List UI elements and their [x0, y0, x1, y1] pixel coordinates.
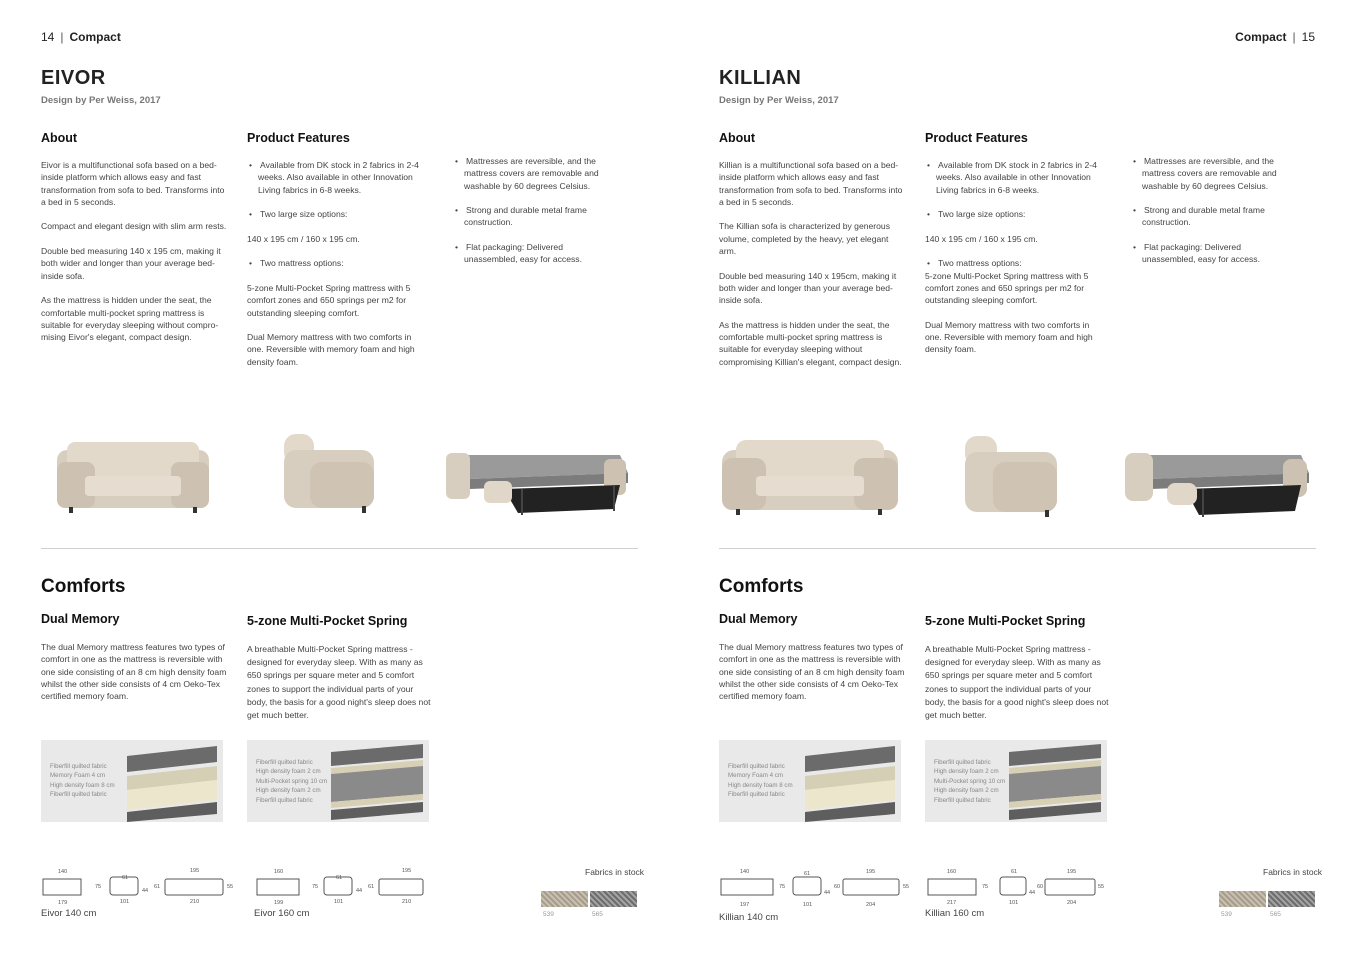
feature-item: • Flat packaging: Delivered unassembled, easy for access. — [453, 241, 605, 266]
layer-label: Memory Foam 4 cm — [50, 772, 106, 780]
dim-label: 101 — [120, 899, 130, 905]
dual-memory-stack-icon — [805, 742, 895, 822]
dual-memory-heading: Dual Memory — [719, 612, 798, 626]
dim-label: 60 — [1037, 884, 1044, 890]
feature-item: • Mattresses are reversible, and the mattress covers are removable and washable by 60 degrees Celsius. — [453, 155, 605, 192]
dim-label: 44 — [1029, 890, 1036, 896]
dim-label: 101 — [803, 902, 813, 908]
features-col-2 — [453, 155, 605, 278]
layer-label: Fiberfill quilted fabric — [728, 791, 785, 799]
features-col-1 — [247, 159, 429, 380]
features-col-2 — [1131, 155, 1283, 278]
about-para: Double bed measuring 140 x 195 cm, making it both wider and longer than your average bed-inside sofa. — [41, 246, 221, 281]
dim-label: 160 — [274, 869, 284, 875]
feature-item: Dual Memory mattress with two comforts in one. Reversible with memory foam and high density foam. — [925, 319, 1093, 355]
designer-byline: Design by Per Weiss, 2017 — [41, 95, 161, 106]
layer-labels — [934, 758, 1005, 805]
dim-label: 101 — [334, 899, 344, 905]
about-para: The Killian sofa is characterized by generous volume, completed by the heavy, yet elegant arm. — [719, 221, 891, 257]
dual-memory-text — [41, 641, 227, 715]
layer-label: Memory Foam 4 cm — [728, 772, 784, 780]
fabric-code: 565 — [592, 911, 603, 918]
comforts-heading: Comforts — [719, 576, 804, 597]
dim-label: 61 — [154, 884, 161, 890]
about-para: Eivor is a multifunctional sofa based on a bed-inside platform which allows easy and fast transformation from sofa to bed. Transforms into a bed in 5 seconds. — [41, 160, 225, 207]
feature-item: • Strong and durable metal frame construction. — [1131, 204, 1283, 229]
dim-label: 55 — [1098, 884, 1105, 890]
dim-label: 61 — [336, 875, 343, 881]
feature-item: • Available from DK stock in 2 fabrics in 2-4 weeks. Also available in other Innovation Living fabrics in 6-8 weeks. — [247, 159, 429, 196]
sofa-front-image — [55, 440, 211, 516]
dimension-drawing-a — [40, 866, 235, 908]
dimension-drawing-b — [254, 866, 434, 908]
dimension-caption-b: Eivor 160 cm — [254, 908, 310, 919]
dim-label: 61 — [122, 875, 129, 881]
layer-label: Multi-Pocket spring 10 cm — [934, 777, 1006, 785]
dim-label: 195 — [402, 868, 412, 874]
spring-layers-image — [925, 740, 1107, 822]
dim-label: 204 — [1067, 900, 1077, 906]
comforts-heading: Comforts — [41, 576, 126, 597]
dual-memory-layers-image — [41, 740, 223, 822]
section-name: Compact — [69, 30, 121, 44]
dim-label: 197 — [740, 902, 750, 908]
dim-label: 44 — [356, 888, 363, 894]
dim-label: 55 — [227, 884, 234, 890]
layer-labels — [50, 762, 115, 800]
fabrics-label: Fabrics in stock — [1263, 867, 1323, 877]
layer-label: Fiberfill quilted fabric — [50, 791, 107, 799]
spring-stack-icon — [331, 742, 423, 822]
feature-item: • Mattresses are reversible, and the mattress covers are removable and washable by 60 degrees Celsius. — [1131, 155, 1283, 192]
section-name: Compact — [1235, 30, 1287, 44]
feature-item: 5-zone Multi-Pocket Spring mattress with 5 comfort zones and 650 springs per m2 for outstanding sleeping comfort. — [925, 270, 1089, 306]
feature-item: • Flat packaging: Delivered unassembled, easy for access. — [1131, 241, 1283, 266]
running-header: 14 | Compact — [41, 30, 121, 44]
feature-item: • Two mattress options: — [925, 257, 1107, 269]
dim-label: 61 — [1011, 869, 1018, 875]
dimension-caption-a: Eivor 140 cm — [41, 908, 97, 919]
layer-label: High density foam 8 cm — [728, 781, 793, 789]
dim-label: 55 — [903, 884, 910, 890]
dim-label: 44 — [142, 888, 149, 894]
dimension-drawing-b — [925, 866, 1107, 910]
section-divider — [719, 548, 1316, 549]
fabrics-label: Fabrics in stock — [585, 867, 645, 877]
dim-label: 140 — [58, 869, 68, 875]
dim-label: 44 — [824, 890, 831, 896]
spring-text — [925, 643, 1109, 735]
dim-label: 179 — [58, 900, 68, 906]
layer-label: Fiberfill quilted fabric — [50, 763, 107, 770]
fabric-code: 565 — [1270, 911, 1281, 918]
sofa-bed-image — [1123, 449, 1311, 521]
dim-label: 60 — [834, 884, 841, 890]
layer-label: Fiberfill quilted fabric — [728, 763, 785, 770]
dim-label: 140 — [740, 869, 750, 875]
spring-layers-image — [247, 740, 429, 822]
product-title: EIVOR — [41, 67, 106, 89]
dual-memory-stack-icon — [127, 742, 217, 822]
fabric-code: 539 — [543, 911, 554, 918]
dual-memory-heading: Dual Memory — [41, 612, 120, 626]
about-para: As the mattress is hidden under the seat, the comfortable multi-pocket spring mattress is suitable for everyday sleeping without compro-mising Eivor's elegant, compact design. — [41, 295, 219, 343]
dim-label: 210 — [190, 899, 200, 905]
fabric-swatch-539 — [541, 891, 588, 907]
running-header: Compact | 15 — [1235, 30, 1315, 44]
dim-label: 61 — [368, 884, 375, 890]
dim-label: 160 — [947, 869, 957, 875]
dim-label: 195 — [190, 868, 200, 874]
dim-label: 199 — [274, 900, 284, 906]
sofa-front-image — [720, 438, 900, 518]
dim-label: 217 — [947, 900, 957, 906]
dimension-caption-b: Killian 160 cm — [925, 908, 985, 919]
dimension-drawing-a — [718, 866, 913, 910]
dim-label: 75 — [95, 884, 102, 890]
spring-heading: 5-zone Multi-Pocket Spring — [925, 614, 1086, 628]
feature-item: • Two large size options: — [925, 208, 1107, 220]
spring-para: A breathable Multi-Pocket Spring mattress - designed for everyday sleep. With as many as 650 springs per square meter and 5 comfort zones to support the individual parts of your body, the basis for a good night's sleep does not get much better. — [247, 644, 431, 721]
about-para: Compact and elegant design with slim arm rests. — [41, 221, 227, 232]
spring-stack-icon — [1009, 742, 1101, 822]
dual-memory-para: The dual Memory mattress features two types of comfort in one as the mattress is reversible with one side consisting of an 8 cm high density foam whilst the other side consists of 4 cm Oeko-Tex certified memory foam. — [719, 642, 905, 702]
section-divider — [41, 548, 638, 549]
layer-label: Fiberfill quilted fabric — [934, 796, 991, 804]
dim-label: 75 — [779, 884, 786, 890]
features-col-1 — [925, 159, 1107, 368]
about-para: Killian is a multifunctional sofa based on a bed-inside platform which allows easy and fast transformation from sofa to bed. Transforms into a bed in 5 seconds. — [719, 160, 903, 207]
dual-memory-para: The dual Memory mattress features two types of comfort in one as the mattress is reversible with one side consisting of an 8 cm high density foam whilst the other side consists of 4 cm Oeko-Tex certified memory foam. — [41, 642, 227, 702]
dual-memory-text — [719, 641, 905, 715]
dim-label: 210 — [402, 899, 412, 905]
feature-item: Dual Memory mattress with two comforts in one. Reversible with memory foam and high density foam. — [247, 332, 415, 367]
dim-label: 75 — [312, 884, 319, 890]
layer-label: Fiberfill quilted fabric — [934, 759, 991, 766]
product-title: KILLIAN — [719, 67, 802, 89]
sofa-side-image — [963, 434, 1059, 518]
dim-label: 61 — [804, 871, 811, 877]
about-text — [719, 159, 905, 380]
feature-item: • Two large size options: — [247, 208, 429, 220]
layer-label: High density foam 8 cm — [50, 781, 115, 789]
page-number: 15 — [1301, 30, 1315, 44]
fabric-swatch-565 — [590, 891, 637, 907]
dim-label: 75 — [982, 884, 989, 890]
dim-label: 195 — [866, 869, 876, 875]
feature-item: 5-zone Multi-Pocket Spring mattress with 5 comfort zones and 650 springs per m2 for outstanding sleeping comfort. — [247, 282, 411, 318]
dimension-caption-a: Killian 140 cm — [719, 912, 779, 923]
features-heading: Product Features — [925, 131, 1028, 145]
sofa-bed-image — [444, 449, 630, 519]
layer-labels — [256, 758, 327, 805]
dim-label: 101 — [1009, 900, 1019, 906]
fabric-code: 539 — [1221, 911, 1232, 918]
feature-item: • Available from DK stock in 2 fabrics in 2-4 weeks. Also available in other Innovation Living fabrics in 6-8 weeks. — [925, 159, 1107, 196]
dim-label: 204 — [866, 902, 876, 908]
features-heading: Product Features — [247, 131, 350, 145]
sofa-side-image — [282, 432, 376, 514]
about-heading: About — [719, 131, 756, 145]
spring-text — [247, 643, 431, 735]
layer-label: Multi-Pocket spring 10 cm — [256, 777, 328, 785]
layer-label: High density foam 2 cm — [256, 768, 321, 776]
layer-label: Fiberfill quilted fabric — [256, 759, 313, 766]
feature-item: 140 x 195 cm / 160 x 195 cm. — [925, 233, 1038, 244]
about-para: Double bed measuring 140 x 195cm, making it both wider and longer than your average bed-inside sofa. — [719, 270, 897, 306]
page-right — [678, 0, 1356, 959]
spring-para: A breathable Multi-Pocket Spring mattress - designed for everyday sleep. With as many as 650 springs per square meter and 5 comfort zones to support the individual parts of your body, the basis for a good night's sleep does not get much better. — [925, 644, 1109, 721]
feature-item: • Strong and durable metal frame construction. — [453, 204, 605, 229]
page-number: 14 — [41, 30, 55, 44]
about-heading: About — [41, 131, 78, 145]
about-para: As the mattress is hidden under the seat, the comfortable multi-pocket spring mattress is suitable for everyday sleeping without compromising Killian's elegant, compact design. — [719, 319, 902, 367]
layer-label: High density foam 2 cm — [256, 787, 321, 795]
fabric-swatch-565 — [1268, 891, 1315, 907]
layer-label: High density foam 2 cm — [934, 768, 999, 776]
feature-item: 140 x 195 cm / 160 x 195 cm. — [247, 233, 360, 244]
layer-label: Fiberfill quilted fabric — [256, 796, 313, 804]
layer-label: High density foam 2 cm — [934, 787, 999, 795]
about-text — [41, 159, 227, 356]
fabric-swatch-539 — [1219, 891, 1266, 907]
dim-label: 195 — [1067, 869, 1077, 875]
designer-byline: Design by Per Weiss, 2017 — [719, 95, 839, 106]
layer-labels — [728, 762, 793, 800]
feature-item: • Two mattress options: — [247, 257, 429, 269]
dual-memory-layers-image — [719, 740, 901, 822]
spring-heading: 5-zone Multi-Pocket Spring — [247, 614, 408, 628]
